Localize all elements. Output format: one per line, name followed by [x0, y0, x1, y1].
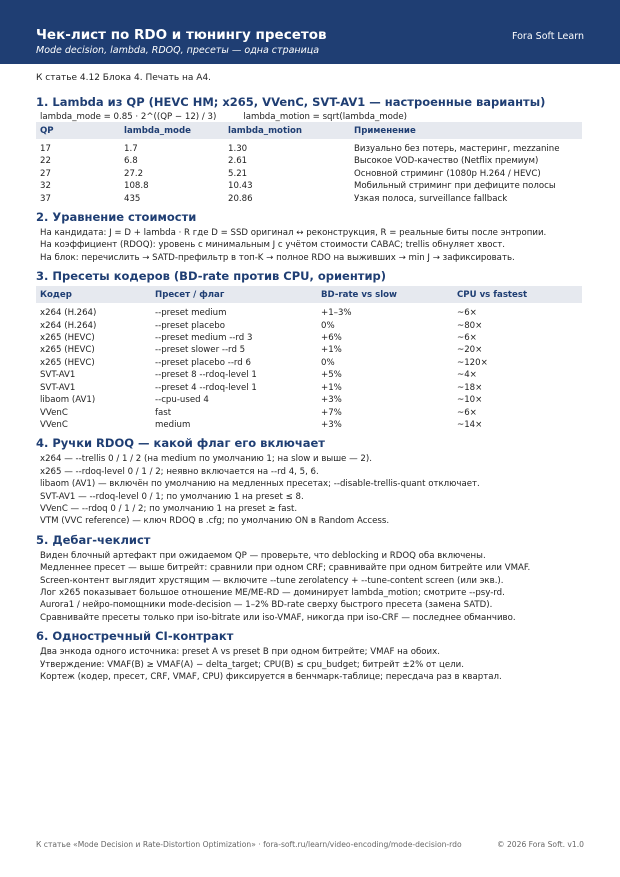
- table-row: [36, 407, 582, 419]
- table-cell: 27.2: [124, 168, 144, 179]
- presets-table: [36, 286, 582, 431]
- table-cell: 0%: [321, 357, 335, 368]
- text-line: На блок: перечислить → SATD-префильтр в топ-K → полное RDO на выживших → min J → зафиксировать.: [40, 252, 515, 263]
- table-cell: SVT-AV1: [40, 370, 76, 381]
- text-line: libaom (AV1) — включён по умолчанию на медленных пресетах; --disable-trellis-quant отключает.: [40, 479, 480, 490]
- table-cell: Мобильный стриминг при дефиците полосы: [354, 181, 556, 192]
- table-row: [36, 369, 582, 381]
- column-header: lambda_mode: [120, 122, 224, 139]
- column-header: Применение: [350, 122, 582, 139]
- table-cell: ~18×: [457, 382, 483, 393]
- lambda-formula: [40, 112, 584, 122]
- text-line: SVT-AV1 — --rdoq-level 0 / 1; по умолчанию 1 на preset ≤ 8.: [40, 491, 304, 502]
- table-cell: VVenC: [40, 419, 68, 430]
- table-cell: +3%: [321, 395, 342, 406]
- table-cell: libaom (AV1): [40, 395, 96, 406]
- column-header: QP: [36, 122, 120, 139]
- table-cell: --preset placebo --rd 6: [155, 357, 251, 368]
- text-line: Лог x265 показывает большое отношение ME/ME-RD — доминирует lambda_motion; смотрите --psy-rd.: [40, 587, 505, 598]
- text-line: x264 — --trellis 0 / 1 / 2 (на medium по умолчанию 1; на slow и выше — 2).: [40, 454, 372, 465]
- table-row: [36, 344, 582, 356]
- ci-lines: [40, 646, 584, 683]
- text-line: Медленнее пресет — выше битрейт: сравнили при одном CRF; сравнивайте при одном битрейте или VMAF.: [40, 563, 531, 574]
- table-row: [36, 382, 582, 394]
- text-line: Aurora1 / нейро-помощники mode-decision — 1–2% BD-rate сверху быстрого пресета (замена SATD).: [40, 600, 493, 611]
- table-row: [36, 320, 582, 332]
- table-cell: 37: [40, 193, 51, 204]
- table-cell: +1%: [321, 345, 342, 356]
- formula-mode: lambda_mode = 0.85 · 2^((QP − 12) / 3): [40, 112, 217, 122]
- table-cell: 10.43: [228, 181, 253, 192]
- table-cell: 2.61: [228, 156, 248, 167]
- text-line: Два энкода одного источника: preset A vs preset B при одном битрейте; VMAF на обоих.: [40, 647, 440, 658]
- table-cell: 22: [40, 156, 51, 167]
- text-line: На кандидата: J = D + lambda · R где D = SSD оригинал ↔ реконструкция, R = реальные биты после энтропии.: [40, 228, 547, 239]
- table-cell: --preset medium: [155, 308, 227, 319]
- text-line: На коэффициент (RDOQ): уровень с минимальным J с учётом стоимости CABAC; trellis обнуляет хвост.: [40, 240, 505, 251]
- table-cell: x265 (HEVC): [40, 357, 95, 368]
- text-line: VTM (VVC reference) — ключ RDOQ в .cfg; по умолчанию ON в Random Access.: [40, 516, 390, 527]
- intro-text: К статье 4.12 Блока 4. Печать на A4.: [36, 73, 212, 83]
- section-title: 6. Одностречный CI-контракт: [36, 629, 234, 644]
- brand-label: Fora Soft Learn: [511, 31, 584, 42]
- table-cell: Высокое VOD-качество (Netflix премиум): [354, 156, 539, 167]
- table-row: [36, 139, 582, 155]
- table-cell: 108.8: [124, 181, 149, 192]
- table-cell: ~14×: [457, 419, 483, 430]
- lambda-table-body: [36, 139, 582, 205]
- table-cell: 1.30: [228, 144, 248, 154]
- text-line: Утверждение: VMAF(B) ≥ VMAF(A) − delta_target; CPU(B) ≤ cpu_budget; битрейт ±2% от цели.: [40, 659, 464, 670]
- lambda-table: [36, 122, 582, 205]
- table-cell: 0%: [321, 320, 335, 331]
- column-header: Кодер: [36, 286, 151, 303]
- page-title: Чек-лист по RDO и тюнингу пресетов: [36, 27, 327, 43]
- table-cell: Основной стриминг (1080p H.264 / HEVC): [354, 168, 541, 179]
- section-title: 5. Дебаг-чеклист: [36, 532, 151, 547]
- table-row: [36, 332, 582, 344]
- section-title: 3. Пресеты кодеров (BD-rate против CPU, ориентир): [36, 269, 387, 284]
- document-body: [0, 73, 620, 683]
- section-title: 4. Ручки RDOQ — какой флаг его включает: [36, 436, 325, 451]
- table-row: [36, 168, 582, 180]
- table-cell: 32: [40, 181, 51, 192]
- table-row: [36, 357, 582, 369]
- text-line: Сравнивайте пресеты только при iso-bitrate или iso-VMAF, никогда при iso-CRF — последнее обманчиво.: [40, 612, 516, 623]
- formula-motion: lambda_motion = sqrt(lambda_mode): [243, 112, 407, 122]
- table-cell: ~20×: [457, 345, 483, 356]
- table-cell: +1%: [321, 382, 342, 393]
- table-row: [36, 180, 582, 192]
- table-cell: --preset 4 --rdoq-level 1: [155, 382, 257, 393]
- table-cell: VVenC: [40, 407, 68, 418]
- table-cell: 435: [124, 193, 141, 204]
- table-cell: Узкая полоса, surveillance fallback: [354, 193, 508, 204]
- table-cell: Визуально без потерь, мастеринг, mezzanine: [354, 144, 560, 154]
- section-encoder-presets: [36, 269, 584, 431]
- section-cost-equation: [36, 210, 584, 264]
- table-cell: +7%: [321, 407, 342, 418]
- table-cell: --preset slower --rd 5: [155, 345, 246, 356]
- column-header: Пресет / флаг: [151, 286, 317, 303]
- table-row: [36, 155, 582, 167]
- table-cell: x265 (HEVC): [40, 345, 95, 356]
- footer-source: К статье «Mode Decision и Rate-Distortion Optimization» · fora-soft.ru/learn/video-encoding/mode-decision-rdo: [36, 840, 462, 849]
- table-cell: 17: [40, 144, 51, 154]
- column-header: lambda_motion: [224, 122, 350, 139]
- table-cell: medium: [155, 419, 191, 430]
- table-cell: --preset placebo: [155, 320, 225, 331]
- table-row: [36, 394, 582, 406]
- table-row: [36, 419, 582, 431]
- section-title: 2. Уравнение стоимости: [36, 210, 197, 225]
- table-cell: ~4×: [457, 370, 477, 381]
- column-header: BD-rate vs slow: [317, 286, 453, 303]
- table-cell: ~6×: [457, 407, 477, 418]
- table-cell: ~80×: [457, 320, 483, 331]
- table-cell: ~10×: [457, 395, 483, 406]
- table-cell: ~120×: [457, 357, 488, 368]
- debug-lines: [40, 550, 584, 624]
- section-title: 1. Lambda из QP (HEVC HM; x265, VVenC, SVT-AV1 — настроенные варианты): [36, 95, 546, 109]
- table-row: [36, 303, 582, 319]
- text-line: Виден блочный артефакт при ожидаемом QP — проверьте, что deblocking и RDOQ оба включены.: [40, 550, 486, 561]
- table-cell: 1.7: [124, 144, 138, 154]
- table-cell: x264 (H.264): [40, 308, 97, 319]
- cost-equation-lines: [40, 227, 584, 264]
- table-cell: 27: [40, 168, 51, 179]
- text-line: Кортеж (кодер, пресет, CRF, VMAF, CPU) фиксируется в бенчмарк-таблице; пересдача раз в квартал.: [40, 672, 502, 682]
- table-cell: x264 (H.264): [40, 320, 97, 331]
- table-cell: +1–3%: [321, 308, 352, 319]
- presets-table-body: [36, 303, 582, 431]
- text-line: Screen-контент выглядит хрустящим — включите --tune zerolatency + --tune-content screen (или экв.).: [40, 575, 504, 586]
- table-cell: SVT-AV1: [40, 382, 76, 393]
- section-lambda: [36, 95, 584, 205]
- section-debug-checklist: [36, 533, 584, 624]
- section-ci-contract: [36, 629, 584, 683]
- table-cell: ~6×: [457, 333, 477, 344]
- page-header: [0, 0, 620, 64]
- column-header: CPU vs fastest: [453, 286, 582, 303]
- footer-copyright: © 2026 Fora Soft. v1.0: [496, 840, 584, 849]
- text-line: VVenC — --rdoq 0 / 1 / 2; по умолчанию 1 на preset ≥ fast.: [40, 503, 298, 514]
- table-row: [36, 193, 582, 205]
- table-cell: fast: [155, 407, 172, 418]
- table-cell: +3%: [321, 419, 342, 430]
- page-subtitle: Mode decision, lambda, RDOQ, пресеты — одна страница: [36, 45, 320, 56]
- table-cell: --cpu-used 4: [155, 395, 209, 406]
- table-cell: +6%: [321, 333, 342, 344]
- table-cell: 6.8: [124, 156, 138, 167]
- section-rdoq-knobs: [36, 436, 584, 527]
- text-line: x265 — --rdoq-level 0 / 1 / 2; неявно включается на --rd 4, 5, 6.: [40, 466, 319, 477]
- table-cell: x265 (HEVC): [40, 333, 95, 344]
- table-cell: 20.86: [228, 193, 253, 204]
- rdoq-lines: [40, 453, 584, 527]
- table-cell: 5.21: [228, 168, 248, 179]
- table-cell: --preset 8 --rdoq-level 1: [155, 370, 257, 381]
- table-cell: --preset medium --rd 3: [155, 333, 253, 344]
- page-footer: [36, 840, 584, 849]
- table-cell: +5%: [321, 370, 342, 381]
- table-cell: ~6×: [457, 308, 477, 319]
